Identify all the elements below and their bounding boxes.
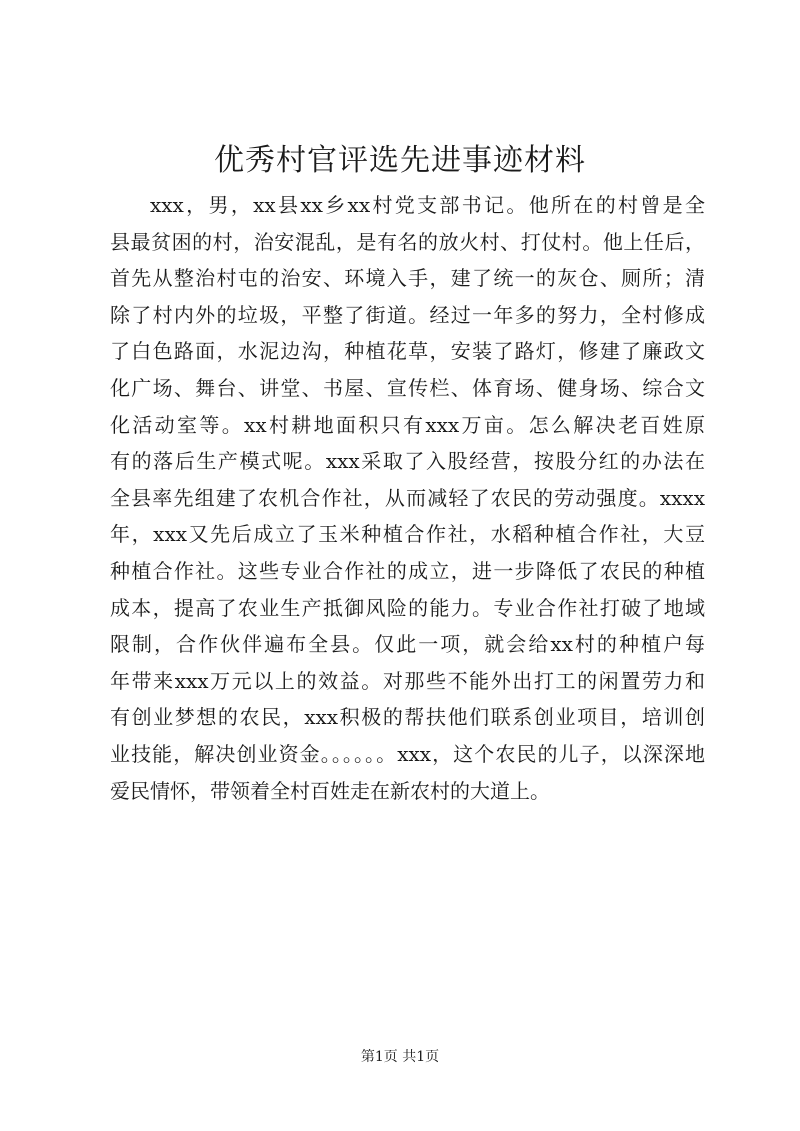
page-number: 第1页 共1页 [360,1049,440,1065]
body-line: 爱民情怀，带领着全村百姓走在新农村的大道上。 [110,778,550,803]
body-line: 了白色路面，水泥边沟，种植花草，安装了路灯，修建了廉政文 [110,339,705,364]
body-line: 首先从整治村屯的治安、环境入手，建了统一的灰仓、厕所；清 [110,266,705,291]
body-line: 年带来xxx万元以上的效益。对那些不能外出打工的闲置劳力和 [110,668,705,693]
body-line: 有的落后生产模式呢。xxx采取了入股经营，按股分红的办法在 [110,449,705,474]
document-body [110,187,705,809]
body-line: 年，xxx又先后成立了玉米种植合作社，水稻种植合作社，大豆 [110,522,705,547]
body-line: 除了村内外的垃圾，平整了街道。经过一年多的努力，全村修成 [110,302,705,327]
body-line: 县最贫困的村，治安混乱，是有名的放火村、打仗村。他上任后， [110,229,705,254]
body-line: 种植合作社。这些专业合作社的成立，进一步降低了农民的种植 [110,558,705,583]
body-line: 成本，提高了农业生产抵御风险的能力。专业合作社打破了地域 [110,595,705,620]
document-title: 优秀村官评选先进事迹材料 [214,143,586,178]
body-line: 限制，合作伙伴遍布全县。仅此一项，就会给xx村的种植户每 [110,632,705,657]
body-line: xxx，男，xx县xx乡xx村党支部书记。他所在的村曾是全 [150,193,705,217]
body-line: 化活动室等。xx村耕地面积只有xxx万亩。怎么解决老百姓原 [110,412,705,437]
body-line: 全县率先组建了农机合作社，从而减轻了农民的劳动强度。xxxx [110,485,705,510]
body-line: 化广场、舞台、讲堂、书屋、宣传栏、体育场、健身场、综合文 [110,375,705,400]
body-line: 业技能，解决创业资金。。。。。。xxx，这个农民的儿子，以深深地 [110,741,705,766]
body-line: 有创业梦想的农民，xxx积极的帮扶他们联系创业项目，培训创 [110,705,705,730]
